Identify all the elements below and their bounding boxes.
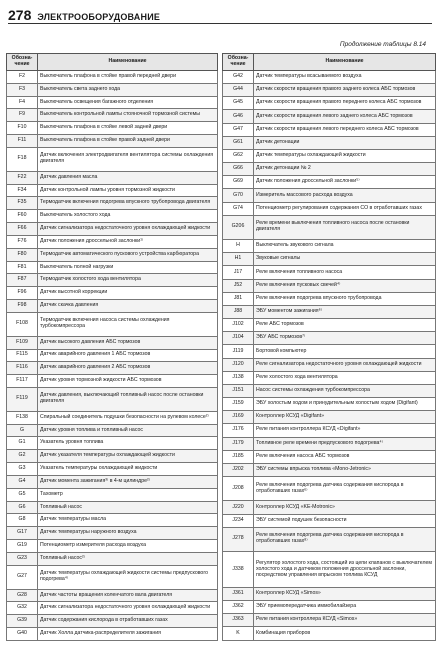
- component-name: Датчик сигнализатора недостаточного уровня охлаждающей жидкости: [38, 602, 218, 615]
- component-code: J169: [223, 411, 254, 424]
- table-row: [223, 424, 436, 437]
- table-row: [223, 136, 436, 149]
- component-code: G45: [223, 97, 254, 110]
- component-code: G27: [7, 565, 38, 589]
- component-code: J52: [223, 279, 254, 292]
- component-code: F18: [7, 147, 38, 171]
- table-row: [223, 266, 436, 279]
- component-code: F109: [7, 336, 38, 349]
- component-code: G70: [223, 189, 254, 202]
- table-row: [7, 312, 218, 336]
- table-row: [7, 565, 218, 589]
- component-name: ЭБУ холостым ходом и принудительным холостым ходом (Digifant): [254, 398, 436, 411]
- table-row: [7, 475, 218, 488]
- table-row: [7, 171, 218, 184]
- component-code: J278: [223, 527, 254, 551]
- table-row: [7, 336, 218, 349]
- component-code: F108: [7, 312, 38, 336]
- component-name: Реле включения пусковых свечей⁴⁾: [254, 279, 436, 292]
- component-code: J138: [223, 371, 254, 384]
- table-row: [223, 279, 436, 292]
- table-row: [7, 248, 218, 261]
- table-row: [223, 163, 436, 176]
- table-row: [223, 110, 436, 123]
- component-name: Насос системы охлаждения турбокомпрессора: [254, 384, 436, 397]
- component-name: Датчик Холла датчика-распределителя зажигания: [38, 628, 218, 641]
- table-row: [223, 358, 436, 371]
- component-name: Комбинация приборов: [254, 627, 436, 641]
- component-code: J179: [223, 437, 254, 450]
- component-name: Датчик скорости вращения левого заднего колеса АБС тормозов: [254, 110, 436, 123]
- table-continuation-caption: Продолжение таблицы 8.14: [339, 41, 426, 48]
- component-name: Реле включения топливного насоса: [254, 266, 436, 279]
- component-name: Реле включения подогрева датчика содержания кислорода в отработавших газах⁶⁾: [254, 476, 436, 500]
- component-code: J338: [223, 552, 254, 588]
- component-code: J17: [223, 266, 254, 279]
- component-code: F60: [7, 210, 38, 223]
- table-row: [223, 240, 436, 253]
- component-code: J159: [223, 398, 254, 411]
- table-row: [7, 411, 218, 424]
- table-row: [223, 398, 436, 411]
- component-code: G1: [7, 437, 38, 450]
- component-name: Датчик скорости вращения левого переднего колеса АБС тормозов: [254, 123, 436, 136]
- component-name: Датчик высотной коррекции: [38, 287, 218, 300]
- component-code: F119: [7, 388, 38, 412]
- table-row: [223, 176, 436, 189]
- component-code: F81: [7, 261, 38, 274]
- component-code: F96: [7, 287, 38, 300]
- table-row: [7, 540, 218, 553]
- component-name: Реле питания контроллера КСУД «Digifant»: [254, 424, 436, 437]
- component-name: Датчик частоты вращения коленчатого вала двигателя: [38, 589, 218, 602]
- table-row: [7, 210, 218, 223]
- component-code: F87: [7, 274, 38, 287]
- component-code: G3: [7, 463, 38, 476]
- table-header-row: [223, 54, 436, 71]
- component-name: Реле включения подогрева датчика содержания кислорода в отработавших газах⁸⁾: [254, 527, 436, 551]
- table-row: [223, 437, 436, 450]
- component-code: J185: [223, 450, 254, 463]
- component-name: Реле питания контроллера КСУД «Simos»: [254, 614, 436, 627]
- table-row: [7, 552, 218, 565]
- component-name: ЭБУ системой подушек безопасности: [254, 514, 436, 527]
- component-name: Выключатель плафона в стойке правой задней двери: [38, 135, 218, 148]
- component-code: F22: [7, 171, 38, 184]
- component-name: ЭБУ АБС тормозов⁷⁾: [254, 332, 436, 345]
- component-name: ЭБУ моментом зажигания⁶⁾: [254, 305, 436, 318]
- component-name: Термодатчик включения насоса системы охлаждения турбокомпрессора: [38, 312, 218, 336]
- component-name: Регулятор холостого хода, состоящий из цепи клапанов с выключателем холостого хода и датчиком положения дроссельной заслонки, посредством управления впрыском топлива КСУД: [254, 552, 436, 588]
- component-name: Потенциометр регулирования содержания CO в отработавших газах: [254, 202, 436, 215]
- component-code: J104: [223, 332, 254, 345]
- page-header: [8, 7, 432, 24]
- component-code: H1: [223, 253, 254, 266]
- section-title: ЭЛЕКТРООБОРУДОВАНИЕ: [37, 12, 161, 22]
- component-code: J234: [223, 514, 254, 527]
- component-name: Выключатель холостого хода: [38, 210, 218, 223]
- table-row: [7, 424, 218, 437]
- table-row: [223, 345, 436, 358]
- table-row: [223, 292, 436, 305]
- component-name: Датчик скачка давления: [38, 300, 218, 313]
- component-name: Датчик температуры охлаждающей жидкости: [254, 149, 436, 162]
- table-row: [7, 83, 218, 96]
- component-code: G2: [7, 450, 38, 463]
- component-code: F138: [7, 411, 38, 424]
- table-row: [7, 300, 218, 313]
- component-code: F10: [7, 122, 38, 135]
- table-row: [223, 189, 436, 202]
- component-code: G62: [223, 149, 254, 162]
- component-name: Топливный насос: [38, 501, 218, 514]
- table-row: [7, 261, 218, 274]
- component-name: Контроллер КСУД «Simos»: [254, 587, 436, 600]
- component-name: Выключатель звукового сигнала: [254, 240, 436, 253]
- table-row: [7, 628, 218, 641]
- component-name: Выключатель контрольной лампы стояночной тормозной системы: [38, 109, 218, 122]
- component-code: G32: [7, 602, 38, 615]
- component-code: F34: [7, 184, 38, 197]
- table-row: [223, 123, 436, 136]
- component-code: F3: [7, 83, 38, 96]
- component-code: F11: [7, 135, 38, 148]
- component-code: F116: [7, 362, 38, 375]
- component-name: Датчик содержания кислорода в отработавших газах: [38, 615, 218, 628]
- table-row: [223, 202, 436, 215]
- table-row: [7, 362, 218, 375]
- component-code: F66: [7, 223, 38, 236]
- table-row: [223, 215, 436, 239]
- table-row: [7, 375, 218, 388]
- table-row: [7, 135, 218, 148]
- component-name: Датчик скорости вращения правого заднего колеса АБС тормозов: [254, 84, 436, 97]
- table-row: [7, 463, 218, 476]
- component-name: Датчик контрольной лампы уровня тормозной жидкости: [38, 184, 218, 197]
- component-code: G206: [223, 215, 254, 239]
- component-name: Датчик включения электродвигателя вентилятора системы охлаждения двигателя: [38, 147, 218, 171]
- component-name: Датчик температуры наружного воздуха: [38, 527, 218, 540]
- table-row: [223, 149, 436, 162]
- table-row: [223, 411, 436, 424]
- component-name: Датчик давления масла: [38, 171, 218, 184]
- component-name: Датчик скорости вращения правого переднего колеса АБС тормозов: [254, 97, 436, 110]
- component-code: F76: [7, 235, 38, 248]
- table-row: [223, 552, 436, 588]
- component-code: J363: [223, 614, 254, 627]
- component-code: G8: [7, 514, 38, 527]
- component-code: J361: [223, 587, 254, 600]
- component-name: Датчик положения дроссельной заслонки⁵⁾: [254, 176, 436, 189]
- table-row: [223, 514, 436, 527]
- component-name: Реле включения подогрева впускного трубопровода: [254, 292, 436, 305]
- table-row: [223, 614, 436, 627]
- component-name: Датчик температуры охлаждающей жидкости системы предпускового подогрева⁴⁾: [38, 565, 218, 589]
- component-name: Реле времени выключения топливного насоса после остановки двигателя: [254, 215, 436, 239]
- component-code: J120: [223, 358, 254, 371]
- page-number: 278: [8, 7, 32, 23]
- component-code: G44: [223, 84, 254, 97]
- table-row: [223, 463, 436, 476]
- table-row: [7, 437, 218, 450]
- table-row: [7, 488, 218, 501]
- component-name: Реле холостого хода вентилятора: [254, 371, 436, 384]
- component-name: Датчик сигнализатора недостаточного уровня охлаждающей жидкости: [38, 223, 218, 236]
- component-code: F35: [7, 197, 38, 210]
- table-row: [7, 388, 218, 412]
- component-name: Датчик момента зажигания³⁾ в 4-м цилиндре²⁾: [38, 475, 218, 488]
- component-code: J119: [223, 345, 254, 358]
- component-name: Датчик температуры масла: [38, 514, 218, 527]
- component-name: Датчик давления, выключающий топливный насос после остановки двигателя: [38, 388, 218, 412]
- component-name: Реле АБС тормозов: [254, 319, 436, 332]
- table-row: [223, 332, 436, 345]
- component-name: Измеритель массового расхода воздуха: [254, 189, 436, 202]
- column-header-name: Наименование: [254, 54, 436, 71]
- component-code: J151: [223, 384, 254, 397]
- component-name: Датчик детонации № 2: [254, 163, 436, 176]
- table-row: [223, 384, 436, 397]
- column-header-code: Обозна-чение: [7, 54, 38, 71]
- component-code: G69: [223, 176, 254, 189]
- table-row: [223, 601, 436, 614]
- component-code: G40: [7, 628, 38, 641]
- component-name: Спиральный соединитель подушки безопасности на рулевом колесе²⁾: [38, 411, 218, 424]
- component-code: F2: [7, 71, 38, 84]
- component-code: G66: [223, 163, 254, 176]
- component-code: J102: [223, 319, 254, 332]
- component-code: J362: [223, 601, 254, 614]
- component-name: ЭБУ системы впрыска топлива «Mono-Jetronic»: [254, 463, 436, 476]
- component-code: G39: [7, 615, 38, 628]
- component-name: Реле сигнализатора недостаточного уровня охлаждающей жидкости: [254, 358, 436, 371]
- component-code: F117: [7, 375, 38, 388]
- table-row: [7, 109, 218, 122]
- component-name: Потенциометр измерителя расхода воздуха: [38, 540, 218, 553]
- component-name: Бортовой компьютер: [254, 345, 436, 358]
- table-row: [223, 501, 436, 514]
- table-row: [7, 71, 218, 84]
- table-row: [7, 514, 218, 527]
- component-name: Реле включения насоса АБС тормозов: [254, 450, 436, 463]
- component-code: G28: [7, 589, 38, 602]
- component-code: J81: [223, 292, 254, 305]
- component-code: G47: [223, 123, 254, 136]
- component-name: Выключатель плафона в стойке правой передней двери: [38, 71, 218, 84]
- component-name: Датчик температуры всасываемого воздуха: [254, 71, 436, 84]
- table-row: [223, 71, 436, 84]
- table-row: [7, 223, 218, 236]
- column-header-code: Обозна-чение: [223, 54, 254, 71]
- component-name: Термодатчик холостого хода вентилятора: [38, 274, 218, 287]
- table-row: [7, 184, 218, 197]
- component-code: J202: [223, 463, 254, 476]
- component-code: G23: [7, 552, 38, 565]
- component-code: G6: [7, 501, 38, 514]
- component-name: Термодатчик включения подогрева впускного трубопровода двигателя: [38, 197, 218, 210]
- table-row: [7, 501, 218, 514]
- component-code: J176: [223, 424, 254, 437]
- component-code: G19: [7, 540, 38, 553]
- component-name: Контроллер КСУД «KE-Motronic»: [254, 501, 436, 514]
- table-row: [223, 97, 436, 110]
- table-row: [223, 84, 436, 97]
- component-code: J220: [223, 501, 254, 514]
- table-row: [223, 305, 436, 318]
- component-code: G61: [223, 136, 254, 149]
- table-row: [7, 287, 218, 300]
- table-row: [223, 527, 436, 551]
- table-row: [7, 349, 218, 362]
- column-header-name: Наименование: [38, 54, 218, 71]
- component-code: H: [223, 240, 254, 253]
- table-row: [7, 602, 218, 615]
- table-row: [223, 627, 436, 641]
- component-name: Тахометр: [38, 488, 218, 501]
- table-row: [7, 147, 218, 171]
- table-row: [7, 197, 218, 210]
- component-code: G46: [223, 110, 254, 123]
- component-code: F4: [7, 96, 38, 109]
- component-name: Датчик высокого давления АБС тормозов: [38, 336, 218, 349]
- table-row: [223, 587, 436, 600]
- table-row: [223, 476, 436, 500]
- component-code: J88: [223, 305, 254, 318]
- table-row: [7, 122, 218, 135]
- component-name: Топливный насос²⁾: [38, 552, 218, 565]
- component-name: Датчик детонации: [254, 136, 436, 149]
- component-code: F9: [7, 109, 38, 122]
- component-code: F98: [7, 300, 38, 313]
- component-name: Контроллер КСУД «Digifant»: [254, 411, 436, 424]
- component-name: Датчик аварийного давления 2 АБС тормозов: [38, 362, 218, 375]
- components-table-right: [222, 53, 436, 641]
- component-name: Датчик аварийного давления 1 АБС тормозов: [38, 349, 218, 362]
- component-code: J208: [223, 476, 254, 500]
- table-row: [7, 527, 218, 540]
- component-name: Датчик указателя температуры охлаждающей жидкости: [38, 450, 218, 463]
- table-row: [7, 274, 218, 287]
- table-row: [223, 253, 436, 266]
- table-row: [7, 589, 218, 602]
- component-name: Выключатель полной нагрузки: [38, 261, 218, 274]
- table-header-row: [7, 54, 218, 71]
- component-name: Выключатель освещения багажного отделения: [38, 96, 218, 109]
- table-row: [223, 450, 436, 463]
- table-row: [7, 450, 218, 463]
- component-name: Звуковые сигналы: [254, 253, 436, 266]
- component-name: Выключатель света заднего хода: [38, 83, 218, 96]
- component-name: ЭБУ приемопередатчика иммобилайзера: [254, 601, 436, 614]
- table-row: [223, 371, 436, 384]
- component-name: Датчик уровня тормозной жидкости АБС тормозов: [38, 375, 218, 388]
- component-code: G17: [7, 527, 38, 540]
- component-name: Топливное реле времени предпускового подогрева⁴⁾: [254, 437, 436, 450]
- component-name: Указатель уровня топлива: [38, 437, 218, 450]
- component-name: Датчик уровня топлива и топливный насос: [38, 424, 218, 437]
- table-row: [7, 235, 218, 248]
- component-code: F115: [7, 349, 38, 362]
- table-row: [223, 319, 436, 332]
- component-code: G42: [223, 71, 254, 84]
- component-code: G4: [7, 475, 38, 488]
- component-code: G5: [7, 488, 38, 501]
- component-code: K: [223, 627, 254, 641]
- table-row: [7, 615, 218, 628]
- component-name: Указатель температуры охлаждающей жидкости: [38, 463, 218, 476]
- component-code: G74: [223, 202, 254, 215]
- component-code: G: [7, 424, 38, 437]
- component-code: F80: [7, 248, 38, 261]
- component-name: Выключатель плафона в стойке левой задней двери: [38, 122, 218, 135]
- component-name: Термодатчик автоматического пускового устройства карбюратора: [38, 248, 218, 261]
- components-table-left: [6, 53, 218, 641]
- table-row: [7, 96, 218, 109]
- component-name: Датчик положения дроссельной заслонки¹⁾: [38, 235, 218, 248]
